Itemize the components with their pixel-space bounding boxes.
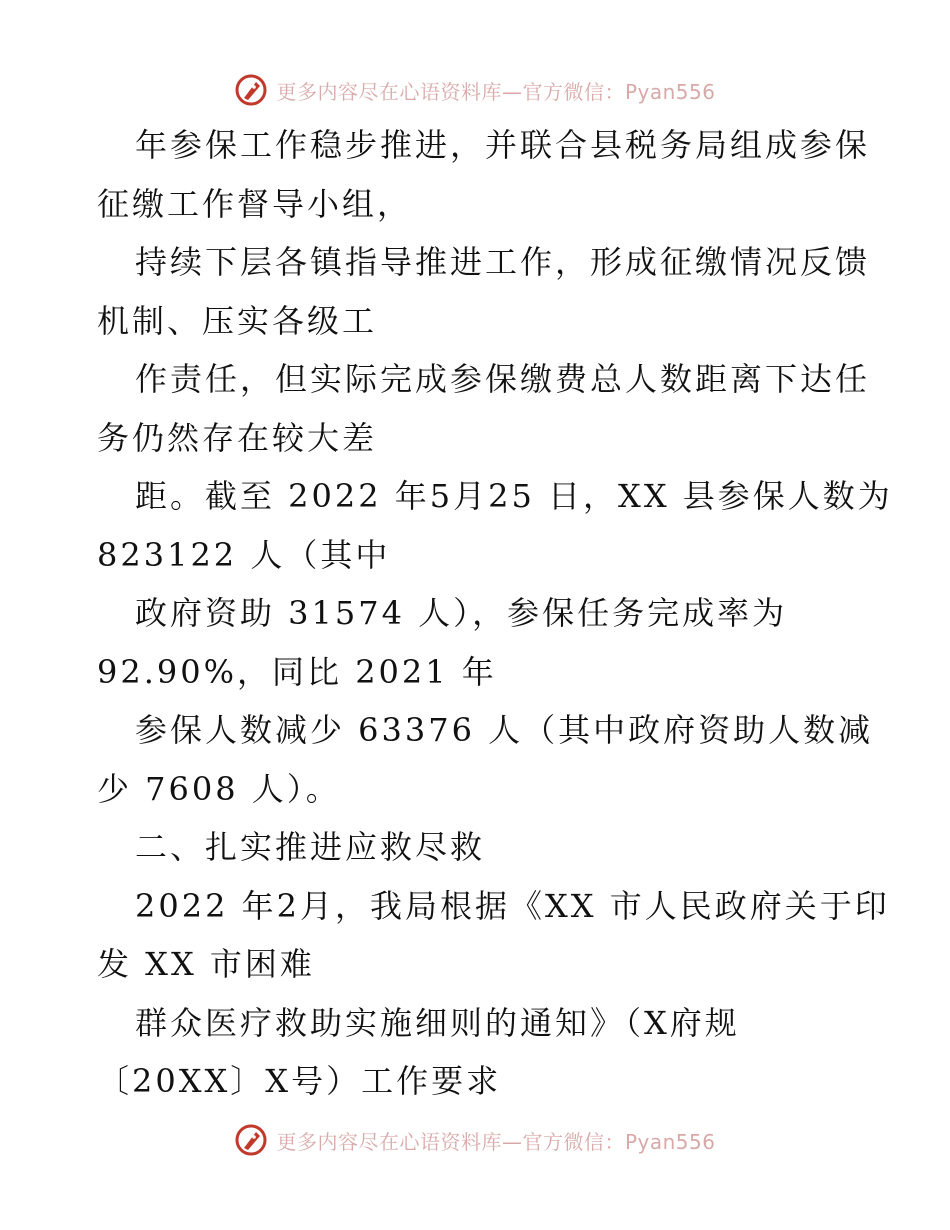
text-line: 2022 年2月，我局根据《XX 市人民政府关于印	[135, 886, 890, 925]
text-line: 二、扎实推进应救尽救	[135, 828, 486, 866]
header-watermark-text: 更多内容尽在心语资料库—官方微信：Pyan556	[276, 79, 716, 104]
text-line: 92.90%，同比 2021 年	[97, 652, 497, 691]
text-line: 群众医疗救助实施细则的通知》（X府规	[135, 1003, 740, 1042]
text-line: 年参保工作稳步推进，并联合县税务局组成参保	[135, 126, 871, 164]
text-line: 征缴工作督导小组，	[97, 184, 413, 223]
footer-watermark-banner	[0, 1120, 950, 1160]
text-line: 距。截至 2022 年5月25 日，XX 县参保人数为	[135, 477, 893, 515]
pen-nib-logo-icon	[234, 1123, 268, 1157]
text-line: 作责任，但实际完成参保缴费总人数距离下达任	[135, 360, 871, 398]
text-line: 机制、压实各级工	[97, 301, 378, 340]
text-line: 参保人数减少 63376 人（其中政府资助人数减	[135, 711, 874, 749]
text-line: 823122 人（其中	[97, 535, 391, 574]
text-line: 少 7608 人）。	[97, 769, 341, 808]
text-line: 务仍然存在较大差	[97, 418, 378, 457]
pen-nib-logo-icon	[234, 73, 268, 107]
document-body	[97, 116, 893, 1111]
footer-watermark-text: 更多内容尽在心语资料库—官方微信：Pyan556	[276, 1129, 716, 1154]
text-line: 发 XX 市困难	[97, 945, 315, 983]
header-watermark-banner	[0, 70, 950, 110]
text-line: 政府资助 31574 人），参保任务完成率为	[135, 594, 788, 632]
text-line: 持续下层各镇指导推进工作，形成征缴情况反馈	[135, 243, 871, 281]
text-line: 〔20XX〕X号）工作要求	[97, 1062, 502, 1100]
